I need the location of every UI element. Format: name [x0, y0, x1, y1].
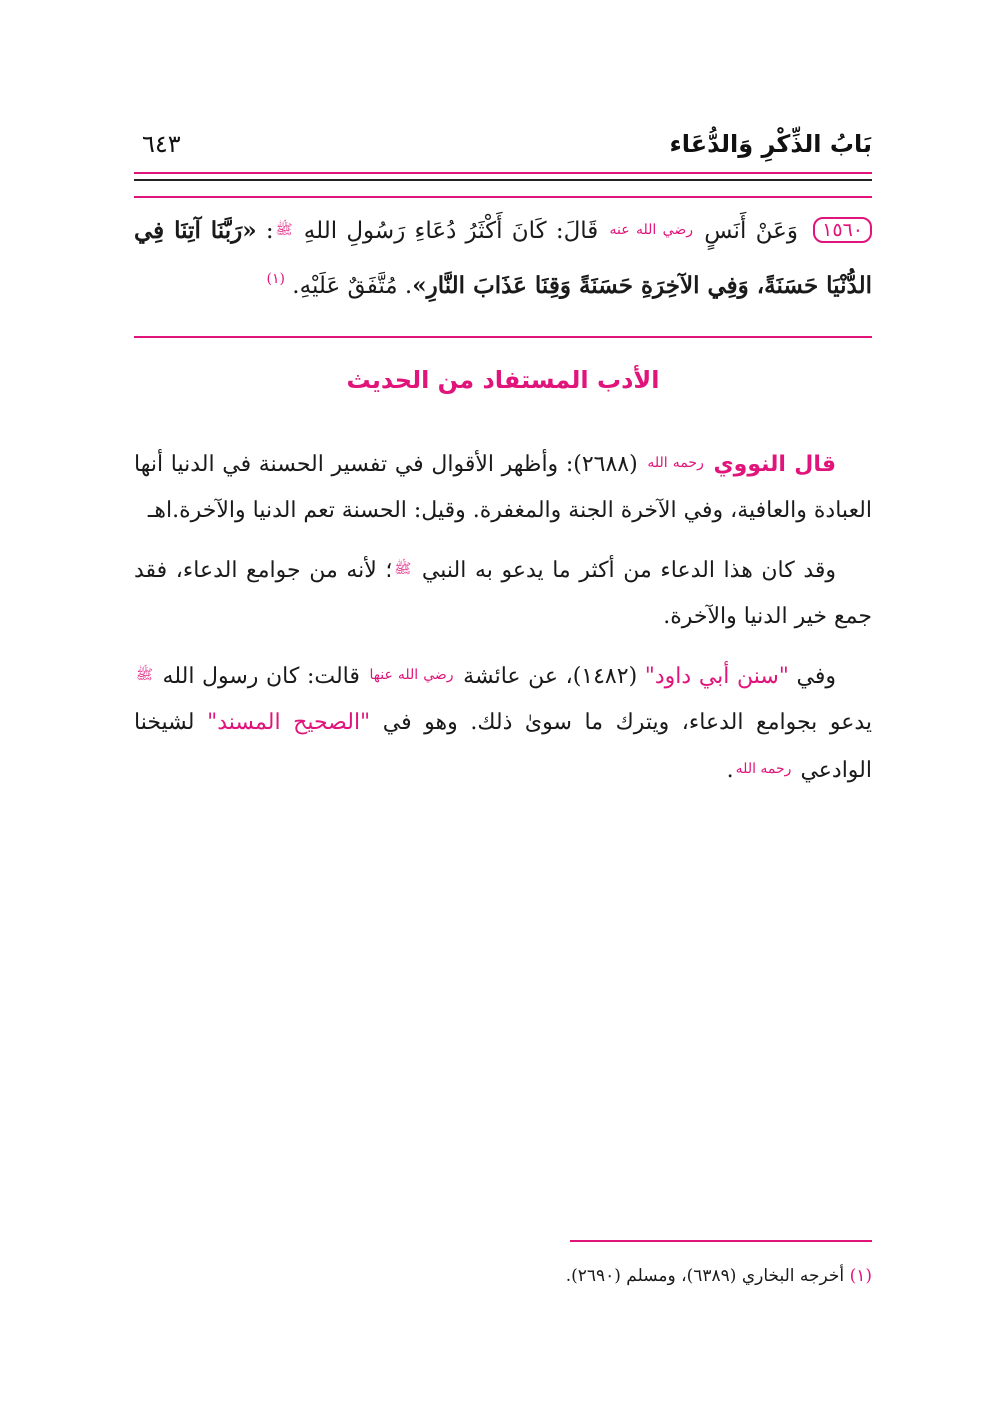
hadith-outro: . مُتَّفَقٌ عَلَيْهِ. [292, 273, 413, 299]
commentary [134, 440, 872, 806]
paragraph-3-text-d: يدعو بجوامع الدعاء، ويترك ما سوىٰ ذلك. وهو في [382, 710, 873, 735]
book-title-sunan: "سنن أبي داود" [644, 664, 789, 689]
footnote-number: (١) [849, 1266, 872, 1286]
honorific-companion: رضي الله عنه [609, 222, 693, 238]
paragraph-3-text-a: وفي [796, 664, 837, 689]
section-title: الأدب المستفاد من الحديث [346, 366, 660, 394]
chapter-title: بَابُ الذِّكْرِ وَالدُّعَاء [669, 130, 872, 158]
footnote-text: أخرجه البخاري (٦٣٨٩)، ومسلم (٢٦٩٠). [565, 1266, 845, 1286]
honorific-prophet: ﷺ [275, 222, 293, 238]
paragraph-1 [134, 440, 872, 534]
paragraph-3-end: . [726, 758, 734, 783]
paragraph-3-text-b: (١٤٨٢)، عن عائشة [463, 664, 638, 689]
hadith-top-rule [134, 196, 872, 198]
running-header [134, 128, 872, 168]
hadith-said: قَالَ: كَانَ أَكْثَرُ دُعَاءِ رَسُولِ اللهِ [303, 218, 599, 244]
honorific-prophet-2: ﷺ [394, 561, 412, 577]
paragraph-2-text-a: وقد كان هذا الدعاء من أكثر ما يدعو به النبي [421, 558, 837, 583]
hadith-intro: وَعَنْ أَنَسٍ [704, 218, 798, 244]
scholar-name: قال النووي [713, 452, 837, 477]
paragraph-2-text-b: ؛ لأنه من جوامع الدعاء، فقد جمع خير الدنيا والآخرة. [134, 558, 872, 629]
paragraph-1-text: (٢٦٨٨): وأظهر الأقوال في تفسير الحسنة في الدنيا أنها العبادة والعافية، وفي الآخرة الجنة والمغفرة. وقيل: الحسنة تعم الدنيا والآخرة.اهـ [134, 452, 872, 523]
honorific-aisha: رضي الله عنها [369, 667, 454, 683]
book-title-sahih: "الصحيح المسند" [207, 710, 371, 735]
header-rule-pink [134, 172, 872, 174]
header-rule-dark [134, 179, 872, 181]
footnote-rule [570, 1240, 872, 1242]
footnote [134, 1266, 872, 1286]
honorific-scholar: رحمه الله [647, 455, 704, 471]
hadith-block [134, 206, 872, 310]
hadith-number-badge: ١٥٦٠ [813, 217, 872, 243]
honorific-prophet-3: ﷺ [136, 667, 153, 683]
hadith-colon: : [265, 218, 274, 244]
hadith-prophet-text: «رَبَّنَا آتِنَا فِي الدُّنْيَا حَسَنَةً، وَفِي الآخِرَةِ حَسَنَةً وَقِنَا عَذَابَ النَّارِ» [134, 217, 872, 299]
hadith-bottom-rule [134, 336, 872, 338]
footnote-marker: (١) [266, 271, 285, 287]
paragraph-3-text-e: لشيخنا الوادعي [134, 710, 872, 783]
page-number: ٦٤٣ [142, 130, 181, 158]
honorific-wadii: رحمه الله [735, 761, 792, 777]
paragraph-3-text-c: قالت: كان رسول الله [162, 664, 360, 689]
paragraph-2 [134, 546, 872, 640]
paragraph-3 [134, 652, 872, 794]
